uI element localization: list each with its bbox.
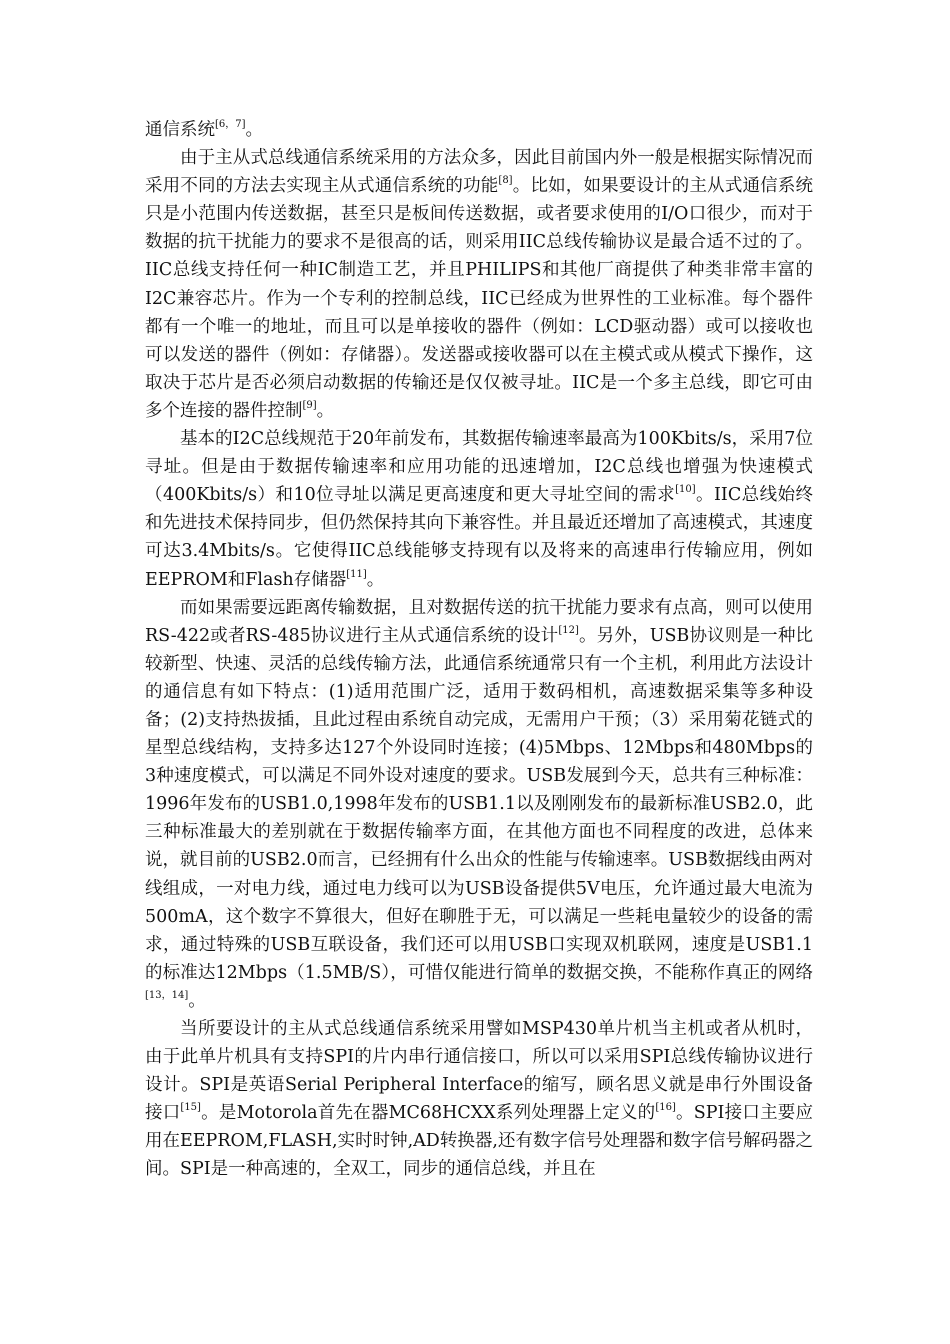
citation-ref: [11] xyxy=(346,568,367,580)
paragraph-3 xyxy=(145,425,813,594)
citation-ref: [10] xyxy=(675,484,696,496)
paragraph-1 xyxy=(145,116,813,144)
body-text: 。比如，如果要设计的主从式通信系统只是小范围内传送数据，甚至只是板间传送数据，或者要求使用的I/O口很少，而对于数据的抗干扰能力的要求不是很高的话，则采用IIC总线传输协议是最合适不过的了。IIC总线支持任何一种IC制造工艺，并且PHILIPS和其他厂商提供了种类非常丰富的I2C兼容芯片。作为一个专利的控制总线，IIC已经成为世界性的工业标准。每个器件都有一个唯一的地址，而且可以是单接收的器件（例如：LCD驱动器）或可以接收也可以发送的器件（例如：存储器）。发送器或接收器可以在主模式或从模式下操作，这取决于芯片是否必须启动数据的传输还是仅仅被寻址。IIC是一个多主总线，即它可由多个连接的器件控制 xyxy=(145,176,814,421)
paragraph-4 xyxy=(145,594,813,1015)
body-text: 。 xyxy=(188,990,206,1011)
body-text: 。另外，USB协议则是一种比较新型、快速、灵活的总线传输方法，此通信系统通常只有一个主机，利用此方法设计的通信息有如下特点：(1)适用范围广泛，适用于数码相机，高速数据采集等多种设备；(2)支持热拔插，且此过程由系统自动完成，无需用户干预；（3）采用菊花链式的星型总线结构，支持多达127个外设同时连接；(4)5Mbps、12Mbps和480Mbps的3种速度模式，可以满足不同外设对速度的要求。USB发展到今天，总共有三种标准：1996年发布的USB1.0,1998年发布的USB1.1以及刚刚发布的最新标准USB2.0，此三种标准最大的差别就在于数据传输率方面，在其他方面也不同程度的改进，总体来说，就目前的USB2.0而言，已经拥有什么出众的性能与传输速率。USB数据线由两对线组成，一对电力线，通过电力线可以为USB设备提供5V电压，允许通过最大电流为500mA，这个数字不算很大，但好在聊胜于无，可以满足一些耗电量较少的设备的需求，通过特殊的USB互联设备，我们还可以用USB口实现双机联网，速度是USB1.1的标准达12Mbps（1.5MB/S），可惜仅能进行简单的数据交换，不能称作真正的网络 xyxy=(145,625,813,983)
citation-ref: [13，14] xyxy=(145,990,189,1002)
citation-ref: [9] xyxy=(302,400,317,412)
body-text: 基本的I2C总线规范于20年前发布，其数据传输速率最高为100Kbits/s，采用7位寻址。但是由于数据传输速率和应用功能的迅速增加，I2C总线也增强为快速模式（400Kbits/s）和10位寻址以满足更高速度和更大寻址空间的需求 xyxy=(145,429,813,506)
body-text: 当所要设计的主从式总线通信系统采用譬如MSP430单片机当主机或者从机时，由于此单片机具有支持SPI的片内串行通信接口，所以可以采用SPI总线传输协议进行设计。SPI是英语Serial Peripheral Interface的缩写，顾名思义就是串行外围设备接口 xyxy=(145,1019,813,1124)
citation-ref: [16] xyxy=(655,1102,676,1114)
body-text: 。IIC总线始终和先进技术保持同步，但仍然保持其向下兼容性。并且最近还增加了高速模式，其速度可达3.4Mbits/s。它使得IIC总线能够支持现有以及将来的高速串行传输应用，例如EEPROM和Flash存储器 xyxy=(145,485,813,590)
citation-ref: [12] xyxy=(558,624,579,636)
body-text: 通信系统 xyxy=(145,120,215,140)
document-page xyxy=(145,116,813,1184)
body-text: 。 xyxy=(245,120,264,140)
citation-ref: [6，7] xyxy=(215,119,246,131)
body-text: 由于主从式总线通信系统采用的方法众多，因此目前国内外一般是根据实际情况而采用不同的方法去实现主从式通信系统的功能 xyxy=(145,148,813,197)
citation-ref: [15] xyxy=(180,1102,201,1114)
body-text: 。SPI接口主要应用在EEPROM,FLASH,实时时钟,AD转换器,还有数字信号处理器和数字信号解码器之间。SPI是一种高速的，全双工，同步的通信总线，并且在 xyxy=(145,1103,813,1180)
body-text: 。 xyxy=(316,400,335,421)
body-text: 。 xyxy=(366,569,385,590)
paragraph-5 xyxy=(145,1015,813,1184)
body-text: 而如果需要远距离传输数据，且对数据传送的抗干扰能力要求有点高，则可以使用RS-422或者RS-485协议进行主从式通信系统的设计 xyxy=(145,597,813,646)
body-text: 。是Motorola首先在器MC68HCXX系列处理器上定义的 xyxy=(200,1103,656,1124)
citation-ref: [8] xyxy=(498,175,513,187)
paragraph-2 xyxy=(145,144,813,425)
